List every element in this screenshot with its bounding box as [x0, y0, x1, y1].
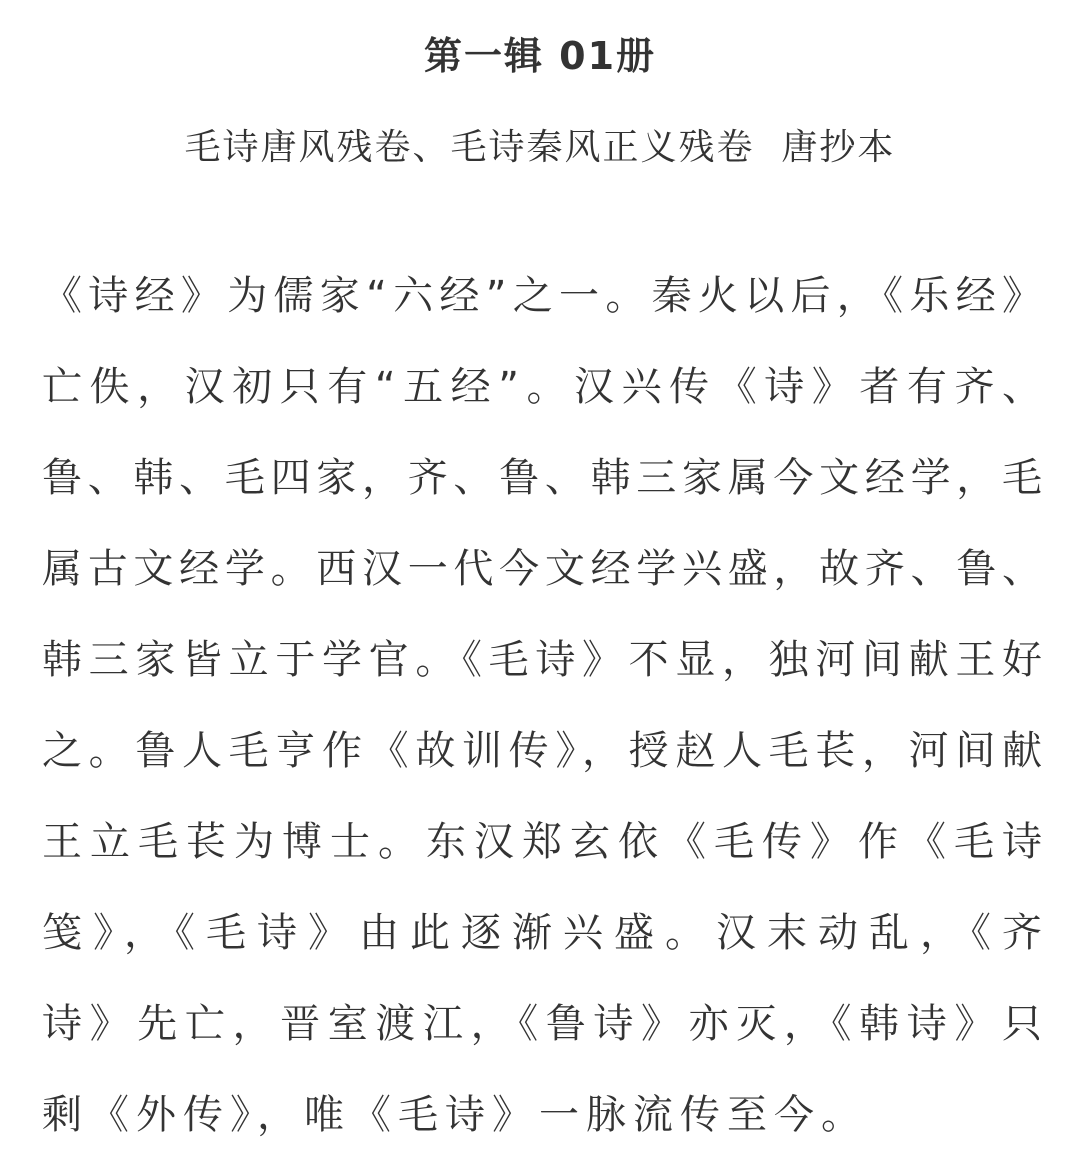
body-line: 剩《外传》，唯《毛诗》一脉流传至今。	[42, 1092, 868, 1138]
body-line: 诗》先亡，晋室渡江，《鲁诗》亦灭，《韩诗》只	[42, 1001, 1042, 1047]
volume-title: 第一辑 01册	[423, 34, 657, 78]
body-line: 笺》，《毛诗》由此逐渐兴盛。汉末动乱，《齐	[42, 910, 1042, 956]
body-line: 韩三家皆立于学官。《毛诗》不显，独河间献王好	[42, 637, 1042, 683]
body-line: 鲁、韩、毛四家，齐、鲁、韩三家属今文经学，毛	[42, 455, 1042, 501]
body-line: 亡佚，汉初只有“五经”。汉兴传《诗》者有齐、	[42, 364, 1042, 410]
body-line: 之。鲁人毛亨作《故训传》，授赵人毛苌，河间献	[42, 728, 1042, 774]
body-paragraph	[42, 264, 1042, 1174]
body-line: 属古文经学。西汉一代今文经学兴盛，故齐、鲁、	[42, 546, 1042, 592]
body-line: 王立毛苌为博士。东汉郑玄依《毛传》作《毛诗	[42, 819, 1042, 865]
volume-subtitle: 毛诗唐风残卷、毛诗秦风正义残卷 唐抄本	[184, 127, 896, 168]
body-line: 《诗经》为儒家“六经”之一。秦火以后，《乐经》	[42, 273, 1042, 319]
